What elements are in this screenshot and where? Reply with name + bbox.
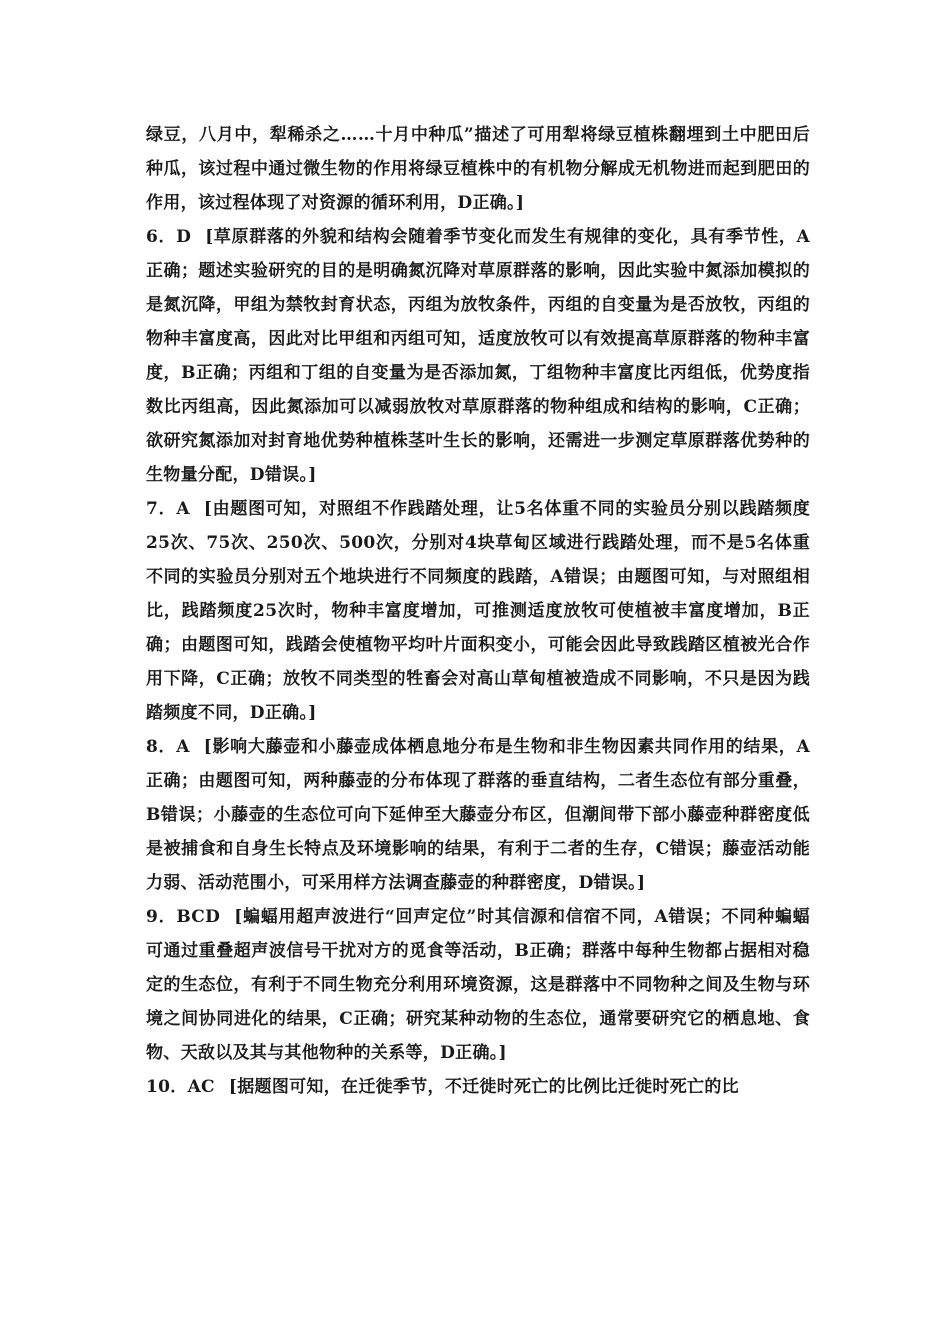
answer-document	[146, 118, 810, 1104]
answer-text: 绿豆，八月中，犁稀杀之……十月中种瓜”描述了可用犁将绿豆植株翻埋到土中肥田后种瓜，该过程中通过微生物的作用将绿豆植株中的有机物分解成无机物进而起到肥田的作用，该过程体现了对资源的循环利用，D正确。]	[146, 125, 810, 213]
question-number: 10．	[146, 1077, 188, 1097]
question-number-answer	[146, 1077, 215, 1097]
answer-choice: D	[176, 227, 192, 247]
answer-choice: A	[176, 499, 190, 519]
answer-text: [据题图可知，在迁徙季节，不迁徙时死亡的比例比迁徙时死亡的比	[228, 1077, 739, 1097]
answer-paragraph-7	[146, 492, 810, 730]
answer-choice: AC	[187, 1077, 215, 1097]
question-number: 7．	[146, 499, 177, 519]
question-number: 8．	[146, 737, 177, 757]
question-number-answer	[146, 499, 190, 519]
answer-paragraph-6	[146, 220, 810, 492]
answer-choice: BCD	[176, 907, 221, 927]
answer-text: [蝙蝠用超声波进行“回声定位”时其信源和信宿不同，A错误；不同种蝙蝠可通过重叠超声波信号干扰对方的觅食等活动，B正确；群落中每种生物都占据相对稳定的生态位，有利于不同生物充分利用环境资源，这是群落中不同物种之间及生物与环境之间协同进化的结果，C正确；研究某种动物的生态位，通常要研究它的栖息地、食物、天敌以及其与其他物种的关系等，D正确。]	[146, 907, 810, 1063]
answer-paragraph-9	[146, 900, 810, 1070]
answer-paragraph-10	[146, 1070, 810, 1104]
answer-paragraph-5-continuation	[146, 118, 810, 220]
answer-choice: A	[176, 737, 190, 757]
answer-text: [草原群落的外貌和结构会随着季节变化而发生有规律的变化，具有季节性，A正确；题述实验研究的目的是明确氮沉降对草原群落的影响，因此实验中氮添加模拟的是氮沉降，甲组为禁牧封育状态，丙组为放牧条件，丙组的自变量为是否放牧，丙组的物种丰富度高，因此对比甲组和丙组可知，适度放牧可以有效提高草原群落的物种丰富度，B正确；丙组和丁组的自变量为是否添加氮，丁组物种丰富度比丙组低，优势度指数比丙组高，因此氮添加可以减弱放牧对草原群落的物种组成和结构的影响，C正确；欲研究氮添加对封育地优势种植株茎叶生长的影响，还需进一步测定草原群落优势种的生物量分配，D错误。]	[146, 227, 810, 485]
question-number-answer	[146, 737, 190, 757]
question-number: 6．	[146, 227, 177, 247]
question-number: 9．	[146, 907, 177, 927]
answer-paragraph-8	[146, 730, 810, 900]
answer-text: [影响大藤壶和小藤壶成体栖息地分布是生物和非生物因素共同作用的结果，A正确；由题图可知，两种藤壶的分布体现了群落的垂直结构，二者生态位有部分重叠，B错误；小藤壶的生态位可向下延伸至大藤壶分布区，但潮间带下部小藤壶种群密度低是被捕食和自身生长特点及环境影响的结果，有利于二者的生存，C错误；藤壶活动能力弱、活动范围小，可采用样方法调查藤壶的种群密度，D错误。]	[146, 737, 810, 893]
question-number-answer	[146, 907, 220, 927]
answer-text: [由题图可知，对照组不作践踏处理，让5名体重不同的实验员分别以践踏频度25次、75次、250次、500次，分别对4块草甸区域进行践踏处理，而不是5名体重不同的实验员分别对五个地块进行不同频度的践踏，A错误；由题图可知，与对照组相比，践踏频度25次时，物种丰富度增加，可推测适度放牧可使植被丰富度增加，B正确；由题图可知，践踏会使植物平均叶片面积变小，可能会因此导致践踏区植被光合作用下降，C正确；放牧不同类型的牲畜会对高山草甸植被造成不同影响，不只是因为践踏频度不同，D正确。]	[146, 499, 810, 723]
question-number-answer	[146, 227, 191, 247]
